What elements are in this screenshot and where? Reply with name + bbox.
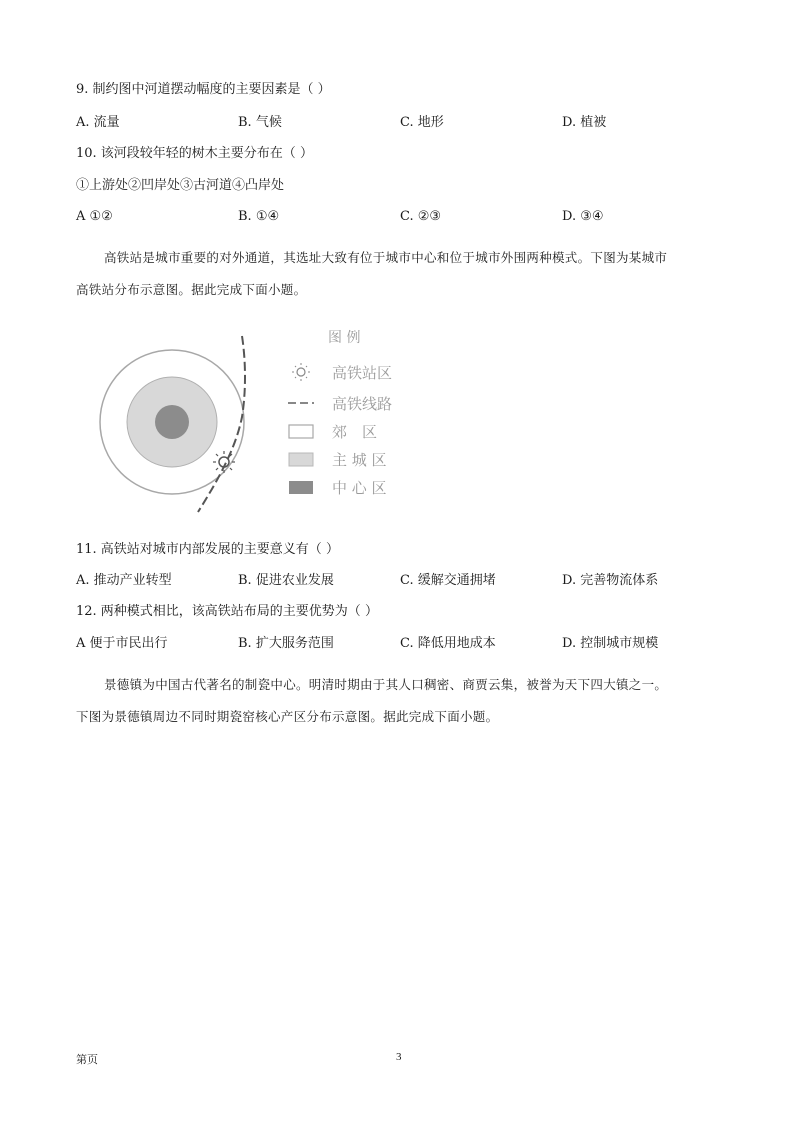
page-number: 3 [396, 1051, 402, 1063]
q12-option-a: A 便于市民出行 [76, 636, 168, 651]
q9-option-d: D. 植被 [562, 115, 607, 130]
footer-label: 第页 [76, 1054, 98, 1066]
q9-option-b: B. 气候 [238, 115, 282, 130]
q9-option-a: A. 流量 [76, 115, 120, 130]
question-10-choices-list: ①上游处②凹岸处③古河道④凸岸处 [76, 178, 285, 193]
legend-center-swatch [289, 481, 313, 494]
legend-label-rail: 高铁线路 [332, 395, 393, 413]
passage-1-line-2: 高铁站分布示意图。据此完成下面小题。 [76, 282, 307, 297]
q12-option-d: D. 控制城市规模 [562, 636, 659, 651]
passage-2-line-1: 景德镇为中国古代著名的制瓷中心。明清时期由于其人口稠密、商贾云集，被誉为天下四大镇之一。 [104, 677, 668, 692]
legend-label-suburb: 郊 区 [332, 423, 378, 441]
passage-1-line-1: 高铁站是城市重要的对外通道，其选址大致有位于城市中心和位于城市外围两种模式。下图为某城市 [104, 250, 668, 265]
q11-option-b: B. 促进农业发展 [238, 573, 334, 588]
q10-option-a: A ①② [76, 209, 113, 224]
q12-option-b: B. 扩大服务范围 [238, 636, 334, 651]
legend-label-center: 中 心 区 [332, 479, 387, 497]
legend-title: 图 例 [328, 330, 361, 346]
legend-label-station: 高铁站区 [332, 364, 393, 382]
q9-option-c: C. 地形 [400, 115, 444, 130]
q10-option-b: B. ①④ [238, 209, 280, 224]
question-10-stem: 10. 该河段较年轻的树木主要分布在（ ） [76, 146, 313, 161]
legend-station-icon [292, 363, 310, 381]
question-9-stem: 9. 制约图中河道摆动幅度的主要因素是（ ） [76, 82, 331, 97]
q11-option-d: D. 完善物流体系 [562, 573, 659, 588]
question-11-stem: 11. 高铁站对城市内部发展的主要意义有（ ） [76, 542, 339, 557]
q11-option-a: A. 推动产业转型 [76, 573, 172, 588]
passage-2-line-2: 下图为景德镇周边不同时期瓷窑核心产区分布示意图。据此完成下面小题。 [76, 709, 499, 724]
q12-option-c: C. 降低用地成本 [400, 636, 496, 651]
q10-option-c: C. ②③ [400, 209, 442, 224]
q10-option-d: D. ③④ [562, 209, 604, 224]
legend-suburb-swatch [289, 425, 313, 438]
q11-option-c: C. 缓解交通拥堵 [400, 573, 496, 588]
center-zone [155, 405, 189, 439]
legend-label-main-city: 主 城 区 [332, 451, 387, 469]
city-rail-station-figure [90, 322, 430, 532]
question-12-stem: 12. 两种模式相比，该高铁站布局的主要优势为（ ） [76, 604, 378, 619]
legend-main-city-swatch [289, 453, 313, 466]
city-diagram-svg [90, 322, 430, 532]
